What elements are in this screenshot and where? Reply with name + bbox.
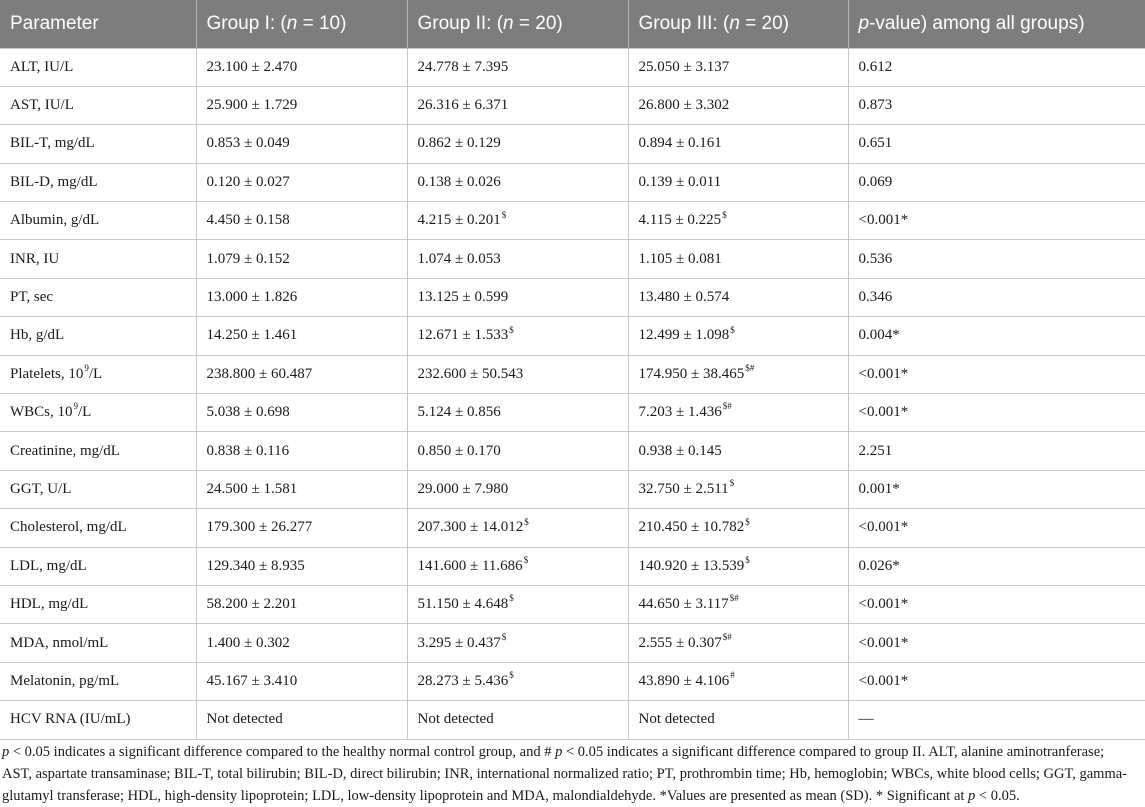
significance-marker: $ [722,209,727,220]
significance-marker: $ [501,209,507,220]
cell-group-3 [628,125,848,163]
cell-group-2 [407,432,628,470]
cell-parameter [0,48,196,86]
cell-group-2 [407,86,628,124]
cell-group-1 [196,509,407,547]
cell-group-3 [628,470,848,508]
cell-group-3 [628,48,848,86]
cell-value: 14.250 ± 1.461 [206,327,298,344]
significance-marker: $ [524,516,529,527]
table-row [0,202,1145,240]
cell-value: 0.850 ± 0.170 [417,442,501,459]
cell-value: 0.139 ± 0.011 [638,173,722,190]
cell-p-value [848,86,1145,124]
cell-group-3 [628,202,848,240]
p-value: 0.001* [858,480,900,497]
cell-p-value [848,394,1145,432]
cell-parameter [0,662,196,700]
cell-group-3 [628,624,848,662]
p-value: <0.001* [858,212,909,229]
cell-value: 174.950 ± 38.465 [638,365,745,382]
significance-marker: $ [730,324,735,335]
cell-parameter [0,240,196,278]
cell-value: 32.750 ± 2.511 [638,480,729,497]
cell-p-value [848,432,1145,470]
table-row [0,240,1145,278]
cell-group-3 [628,662,848,700]
significance-marker: $ [509,670,514,681]
cell-parameter [0,317,196,355]
cell-value: 0.938 ± 0.145 [638,442,722,459]
table-row [0,662,1145,700]
cell-p-value [848,125,1145,163]
cell-group-3 [628,509,848,547]
cell-value: 13.125 ± 0.599 [417,289,509,306]
cell-group-1 [196,163,407,201]
table-row [0,125,1145,163]
cell-value: 0.120 ± 0.027 [206,173,290,190]
parameter-label: ALT, IU/L [10,58,74,75]
table-row [0,470,1145,508]
cell-value: 25.050 ± 3.137 [638,58,730,75]
p-value: <0.001* [858,634,909,651]
cell-value: 26.800 ± 3.302 [638,97,730,114]
cell-group-2 [407,662,628,700]
significance-marker: $ [509,593,514,604]
cell-group-3 [628,355,848,393]
cell-value: 4.115 ± 0.225 [638,212,722,229]
table-row [0,48,1145,86]
cell-value: Not detected [206,711,283,728]
p-value: <0.001* [858,596,909,613]
header-text: -value) among all groups) [869,12,1085,34]
significance-marker: $ [509,324,514,335]
cell-group-1 [196,355,407,393]
cell-value: 232.600 ± 50.543 [417,365,524,382]
p-value: 2.251 [858,442,893,459]
cell-group-3 [628,86,848,124]
footnote-text-2: < 0.05 indicates a significant difference compared to group II. ALT, alanine aminotranferase; AST, aspartate transaminase; BIL-T, total bilirubin; BIL-D, direct bilirubin; INR, international normalized ratio; PT, prothrombin time; Hb, hemoglobin; WBCs, white blood cells; GGT, gamma-glutamyl transferase; HDL, high-density lipoprotein; LDL, low-density lipoprotein and MDA, malondialdehyde. *Values are presented as mean (SD). * Significant at [2,744,1127,804]
parameter-label: Melatonin, pg/mL [10,672,120,689]
cell-value: 0.838 ± 0.116 [206,442,290,459]
cell-group-3 [628,394,848,432]
cell-value: 13.000 ± 1.826 [206,289,298,306]
parameter-unit: /L [78,404,92,421]
p-value: <0.001* [858,519,909,536]
footnote-text-3: < 0.05. [975,788,1020,804]
cell-p-value [848,547,1145,585]
table-row [0,624,1145,662]
cell-p-value [848,470,1145,508]
parameter-label: Platelets, 10 [10,365,84,382]
cell-p-value [848,662,1145,700]
header-group-1 [196,0,407,48]
p-value: 0.873 [858,97,893,114]
cell-group-1 [196,48,407,86]
cell-value: 44.650 ± 3.117 [638,596,729,613]
header-text: Group III: ( [638,12,730,34]
cell-value: 0.894 ± 0.161 [638,135,722,152]
cell-group-2 [407,394,628,432]
cell-value: 28.273 ± 5.436 [417,672,509,689]
header-text: = 20) [739,12,790,34]
cell-value: 140.920 ± 13.539 [638,557,745,574]
parameter-label: AST, IU/L [10,97,74,114]
cell-value: 1.079 ± 0.152 [206,250,290,267]
p-value: 0.536 [858,250,893,267]
cell-group-2 [407,547,628,585]
cell-parameter [0,432,196,470]
cell-p-value [848,163,1145,201]
footnote-p-symbol: p [968,788,976,804]
cell-p-value [848,701,1145,739]
header-text: Parameter [10,12,99,34]
cell-value: 13.480 ± 0.574 [638,289,730,306]
cell-p-value [848,624,1145,662]
cell-parameter [0,125,196,163]
cell-value: 1.400 ± 0.302 [206,634,290,651]
parameter-label: MDA, nmol/mL [10,634,109,651]
significance-marker: $# [745,363,755,374]
cell-value: 7.203 ± 1.436 [638,404,722,421]
cell-value: 51.150 ± 4.648 [417,596,509,613]
parameter-label: INR, IU [10,250,60,267]
parameter-label: Albumin, g/dL [10,212,100,229]
table-row [0,547,1145,585]
cell-group-2 [407,48,628,86]
table-row [0,86,1145,124]
cell-group-3 [628,240,848,278]
table-row [0,163,1145,201]
cell-group-3 [628,547,848,585]
header-italic-symbol: n [503,12,514,34]
cell-group-1 [196,470,407,508]
table-row [0,317,1145,355]
cell-group-1 [196,202,407,240]
parameter-unit: /L [88,365,103,382]
cell-value: 5.038 ± 0.698 [206,404,290,421]
significance-marker: # [730,670,735,681]
cell-parameter [0,278,196,316]
header-row [0,0,1145,48]
p-value: <0.001* [858,672,909,689]
cell-group-1 [196,701,407,739]
cell-value: 12.499 ± 1.098 [638,327,730,344]
cell-value: 2.555 ± 0.307 [638,634,722,651]
unit-exponent: 9 [84,363,89,374]
table-row [0,701,1145,739]
p-value: — [858,711,874,728]
cell-group-1 [196,624,407,662]
cell-group-1 [196,432,407,470]
header-parameter [0,0,196,48]
cell-value: 23.100 ± 2.470 [206,58,298,75]
cell-value: 210.450 ± 10.782 [638,519,745,536]
cell-group-2 [407,240,628,278]
p-value: 0.069 [858,173,893,190]
cell-group-2 [407,509,628,547]
cell-p-value [848,202,1145,240]
cell-group-2 [407,317,628,355]
cell-value: 12.671 ± 1.533 [417,327,509,344]
table-row [0,394,1145,432]
cell-value: 58.200 ± 2.201 [206,596,298,613]
cell-value: 129.340 ± 8.935 [206,557,305,574]
cell-parameter [0,394,196,432]
cell-group-1 [196,394,407,432]
cell-p-value [848,355,1145,393]
cell-parameter [0,624,196,662]
table-row [0,509,1145,547]
header-p-value [848,0,1145,48]
cell-group-1 [196,125,407,163]
cell-parameter [0,202,196,240]
cell-parameter [0,585,196,623]
header-group-2 [407,0,628,48]
cell-group-3 [628,585,848,623]
footnote-text-1: < 0.05 indicates a significant difference compared to the healthy normal control group, and # [9,744,556,760]
cell-value: 5.124 ± 0.856 [417,404,501,421]
cell-group-1 [196,547,407,585]
table-row [0,432,1145,470]
cell-value: 238.800 ± 60.487 [206,365,313,382]
header-text: Group I: ( [206,12,287,34]
parameter-label: BIL-D, mg/dL [10,173,98,190]
cell-group-3 [628,432,848,470]
significance-marker: $# [722,401,732,412]
cell-group-2 [407,278,628,316]
cell-value: 3.295 ± 0.437 [417,634,501,651]
cell-p-value [848,240,1145,278]
p-value: <0.001* [858,404,909,421]
header-italic-symbol: n [286,12,298,34]
parameter-label: LDL, mg/dL [10,557,87,574]
cell-p-value [848,278,1145,316]
cell-value: 43.890 ± 4.106 [638,672,730,689]
cell-group-2 [407,585,628,623]
cell-value: 0.853 ± 0.049 [206,135,290,152]
parameter-label: HDL, mg/dL [10,596,89,613]
table-row [0,355,1145,393]
cell-parameter [0,547,196,585]
footnote-p-symbol: p [555,744,563,760]
significance-marker: $ [745,555,750,566]
table-body [0,48,1145,739]
cell-group-1 [196,240,407,278]
cell-p-value [848,48,1145,86]
cell-value: 29.000 ± 7.980 [417,480,509,497]
parameter-label: BIL-T, mg/dL [10,135,95,152]
cell-value: 1.105 ± 0.081 [638,250,722,267]
header-group-3 [628,0,848,48]
cell-value: 207.300 ± 14.012 [417,519,524,536]
cell-value: 1.074 ± 0.053 [417,250,501,267]
cell-value: 0.138 ± 0.026 [417,173,501,190]
significance-marker: $# [729,593,739,604]
cell-group-3 [628,701,848,739]
header-italic-symbol: p [858,12,870,34]
cell-group-2 [407,355,628,393]
cell-group-2 [407,470,628,508]
cell-p-value [848,317,1145,355]
table-row [0,585,1145,623]
p-value: 0.004* [858,327,900,344]
cell-parameter [0,701,196,739]
table-footnote [0,741,1132,807]
cell-value: 0.862 ± 0.129 [417,135,501,152]
significance-marker: $ [745,516,750,527]
cell-group-2 [407,701,628,739]
cell-value: 45.167 ± 3.410 [206,672,298,689]
cell-value: 141.600 ± 11.686 [417,557,523,574]
cell-group-3 [628,163,848,201]
header-text: = 20) [513,12,563,34]
cell-parameter [0,86,196,124]
header-italic-symbol: n [729,12,740,34]
table-row [0,278,1145,316]
cell-p-value [848,509,1145,547]
unit-exponent: 9 [73,401,79,412]
table-header [0,0,1145,48]
significance-marker: $ [729,478,735,489]
significance-marker: $ [523,555,529,566]
cell-value: 4.215 ± 0.201 [417,212,501,229]
parameter-label: Cholesterol, mg/dL [10,519,127,536]
cell-parameter [0,470,196,508]
cell-group-1 [196,662,407,700]
p-value: 0.612 [858,58,893,75]
parameter-label: Creatinine, mg/dL [10,442,120,459]
parameter-label: GGT, U/L [10,480,72,497]
cell-parameter [0,163,196,201]
cell-value: 179.300 ± 26.277 [206,519,313,536]
cell-group-2 [407,202,628,240]
cell-value: 25.900 ± 1.729 [206,97,298,114]
cell-group-2 [407,163,628,201]
cell-value: 4.450 ± 0.158 [206,212,290,229]
cell-value: Not detected [638,711,715,728]
header-text: Group II: ( [417,12,504,34]
header-text: = 10) [297,12,347,34]
p-value: <0.001* [858,365,909,382]
cell-parameter [0,509,196,547]
parameter-label: PT, sec [10,289,54,306]
cell-group-2 [407,125,628,163]
cell-parameter [0,355,196,393]
parameter-label: WBCs, 10 [10,404,73,421]
cell-group-1 [196,585,407,623]
cell-group-2 [407,624,628,662]
cell-value: 24.500 ± 1.581 [206,480,298,497]
cell-group-3 [628,317,848,355]
cell-value: 26.316 ± 6.371 [417,97,509,114]
cell-group-1 [196,278,407,316]
parameter-label: Hb, g/dL [10,327,65,344]
cell-value: Not detected [417,711,494,728]
cell-group-1 [196,317,407,355]
cell-group-1 [196,86,407,124]
cell-value: 24.778 ± 7.395 [417,58,509,75]
p-value: 0.026* [858,557,900,574]
parameter-label: HCV RNA (IU/mL) [10,711,131,728]
footnote-p-symbol: p [2,744,10,760]
significance-marker: $ [501,631,507,642]
cell-group-3 [628,278,848,316]
p-value: 0.346 [858,289,893,306]
significance-marker: $# [722,631,732,642]
p-value: 0.651 [858,135,893,152]
cell-p-value [848,585,1145,623]
